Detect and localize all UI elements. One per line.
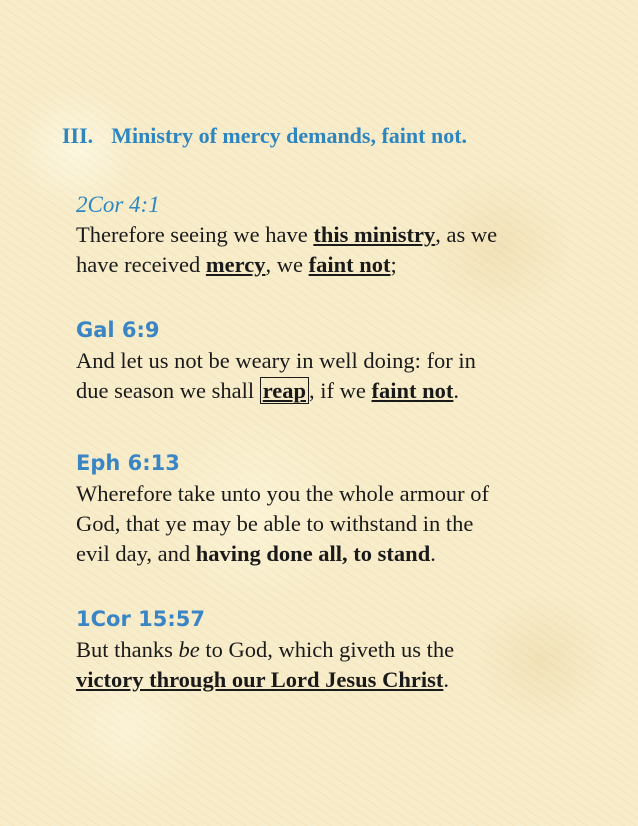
emphasis-text: faint not	[371, 378, 454, 403]
italic-text: be	[178, 637, 200, 662]
verse-line	[76, 250, 576, 280]
verse-line	[76, 220, 576, 250]
heading-title: Ministry of mercy demands, faint not.	[111, 123, 468, 148]
section-heading	[62, 123, 467, 149]
heading-numeral: III.	[62, 123, 94, 148]
verse-text: .	[453, 378, 460, 403]
verse-block-2cor-4-1	[76, 190, 576, 280]
verse-line: Wherefore take unto you the whole armour of	[76, 481, 489, 506]
verse-text: have received	[76, 252, 206, 277]
verse-text: , we	[265, 252, 309, 277]
verse-line	[76, 635, 576, 665]
verse-line	[76, 665, 576, 695]
verse-text: due season we shall	[76, 378, 260, 403]
verse-reference: Eph 6:13	[76, 451, 180, 475]
verse-text: Therefore seeing we have	[76, 222, 314, 247]
verse-text: ;	[390, 252, 397, 277]
verse-text: .	[430, 541, 436, 566]
verse-text: .	[443, 667, 449, 692]
emphasis-text: mercy	[205, 252, 266, 277]
emphasis-text: this ministry	[313, 222, 436, 247]
verse-block-gal-6-9	[76, 314, 576, 406]
verse-text: to God, which giveth us the	[199, 637, 455, 662]
verse-line: God, that ye may be able to withstand in the	[76, 511, 474, 536]
verse-line	[76, 376, 576, 406]
verse-reference: 2Cor 4:1	[76, 192, 160, 217]
verse-line	[76, 539, 576, 569]
verse-reference: 1Cor 15:57	[76, 607, 205, 631]
verse-line: And let us not be weary in well doing: for in	[76, 348, 476, 373]
emphasis-text: faint not	[308, 252, 391, 277]
bold-text: having done all, to stand	[195, 541, 431, 566]
verse-block-eph-6-13	[76, 447, 576, 569]
boxed-emphasis-text: reap	[260, 377, 309, 404]
verse-text: , as we	[435, 222, 498, 247]
emphasis-text: victory through our Lord Jesus Christ	[76, 667, 444, 692]
verse-text: , if we	[309, 378, 372, 403]
verse-text: But thanks	[76, 637, 179, 662]
verse-block-1cor-15-57	[76, 603, 576, 695]
verse-text: evil day, and	[76, 541, 196, 566]
verse-reference: Gal 6:9	[76, 318, 160, 342]
